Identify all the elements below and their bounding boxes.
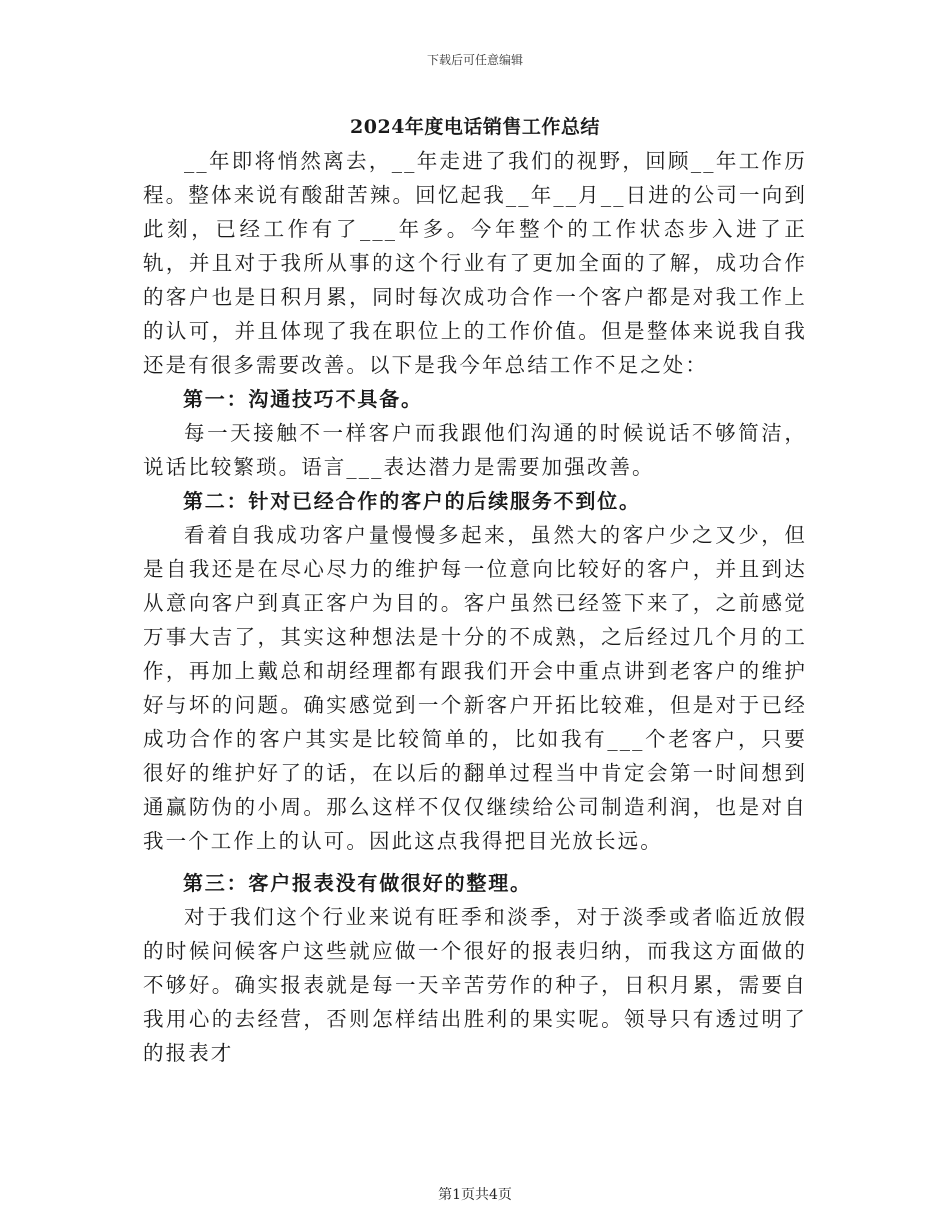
- paragraph-section-1: 每一天接触不一样客户而我跟他们沟通的时候说话不够简洁，说话比较繁琐。语言___表达潜力是需要加强改善。: [143, 421, 807, 479]
- paragraph-section-3: 对于我们这个行业来说有旺季和淡季，对于淡季或者临近放假的时候问候客户这些就应做一个很好的报表归纳，而我这方面做的不够好。确实报表就是每一天辛苦劳作的种子，日积月累，需要自我用心的去经营，否则怎样结出胜利的果实呢。领导只有透过明了的报表才: [143, 905, 807, 1065]
- paragraph-section-2: 看着自我成功客户量慢慢多起来，虽然大的客户少之又少，但是自我还是在尽心尽力的维护每一位意向比较好的客户，并且到达从意向客户到真正客户为目的。客户虽然已经签下来了，之前感觉万事大吉了，其实这种想法是十分的不成熟，之后经过几个月的工作，再加上戴总和胡经理都有跟我们开会中重点讲到老客户的维护好与坏的问题。确实感觉到一个新客户开拓比较难，但是对于已经成功合作的客户其实是比较简单的，比如我有___个老客户，只要很好的维护好了的话，在以后的翻单过程当中肯定会第一时间想到通赢防伪的小周。那么这样不仅仅继续给公司制造利润，也是对自我一个工作上的认可。因此这点我得把目光放长远。: [143, 523, 807, 853]
- page-header-note: 下载后可任意编辑: [426, 53, 523, 67]
- page-number: 第1页共4页: [438, 1187, 512, 1203]
- paragraph-intro: __年即将悄然离去，__年走进了我们的视野，回顾__年工作历程。整体来说有酸甜苦辣。回忆起我__年__月__日进的公司一向到此刻，已经工作有了___年多。今年整个的工作状态步入进了正轨，并且对于我所从事的这个行业有了更加全面的了解，成功合作的客户也是日积月累，同时每次成功合作一个客户都是对我工作上的认可，并且体现了我在职位上的工作价值。但是整体来说我自我还是有很多需要改善。以下是我今年总结工作不足之处：: [143, 149, 807, 377]
- section-heading-1: 第一：沟通技巧不具备。: [183, 387, 423, 411]
- document-body: [143, 144, 807, 1070]
- section-heading-2: 第二：针对已经合作的客户的后续服务不到位。: [183, 489, 641, 513]
- section-heading-3: 第三：客户报表没有做很好的整理。: [183, 871, 532, 895]
- document-title: 2024年度电话销售工作总结: [350, 116, 600, 138]
